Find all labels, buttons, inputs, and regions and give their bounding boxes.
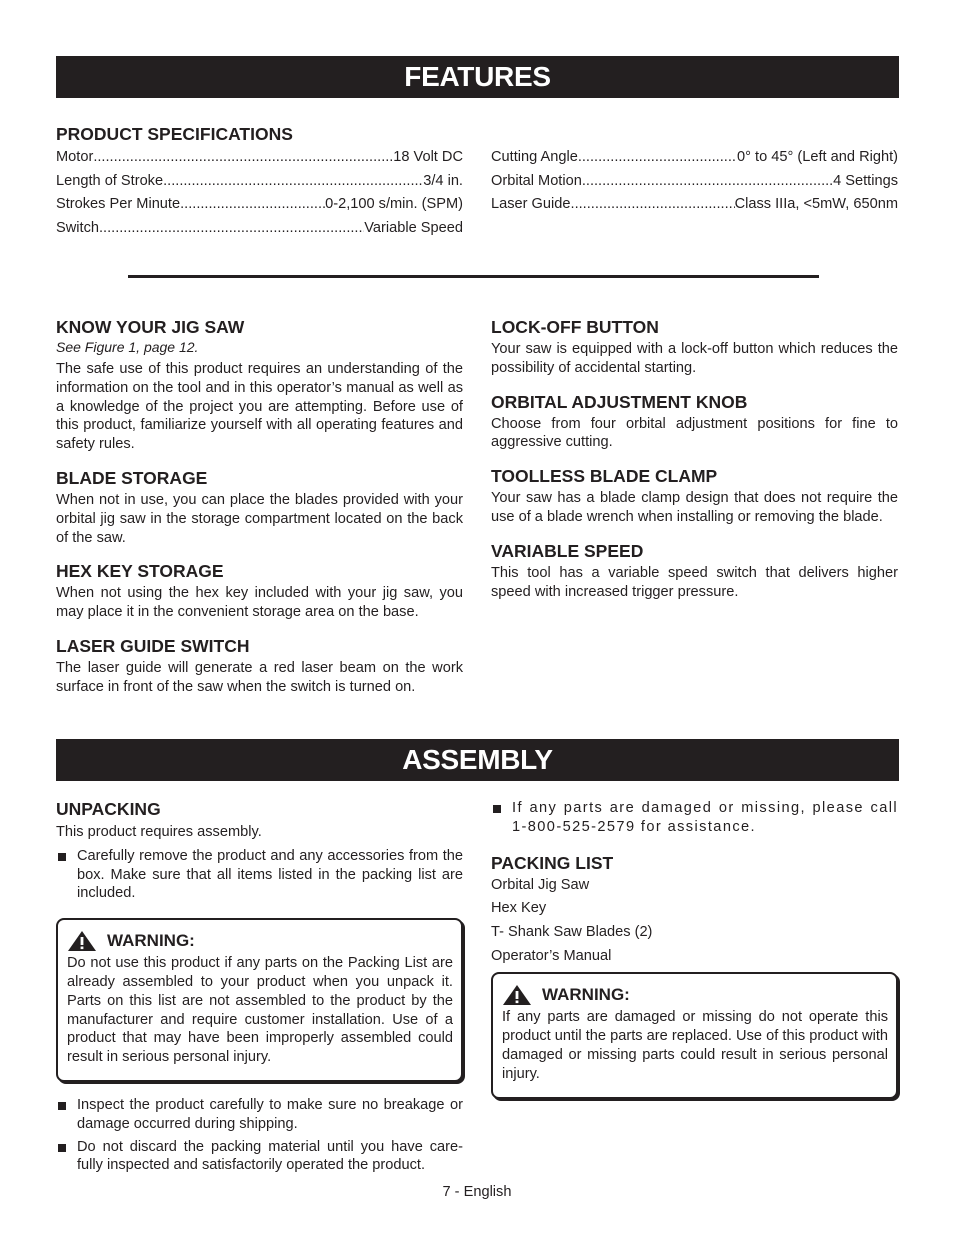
lock-off-heading: LOCK-OFF BUTTON [491,317,659,337]
warning-box [491,972,898,1098]
unpacking-list-right [491,799,898,837]
laser-switch-heading: LASER GUIDE SWITCH [56,635,250,656]
toolless-body: Your saw has a blade clamp design that does not require the use of a blade wrench when installing or removing the blade. [491,490,898,525]
list-item: Inspect the product carefully to make sure no breakage or damage occurred during shipping. [56,1096,463,1134]
warning-triangle-icon [67,930,97,952]
packing-item: Operator’s Manual [491,947,612,964]
product-specs-left [56,123,463,240]
spec-row: Switch ..... Variable Speed [56,217,463,241]
list-item: If any parts are damaged or missing, please call 1-800-525-2579 for assistance. [491,799,898,837]
blade-storage-heading: BLADE STORAGE [56,467,208,488]
packing-item: Hex Key [491,900,547,917]
product-specs-heading: PRODUCT SPECIFICATIONS [56,124,293,144]
warning-triangle-icon [502,984,532,1006]
laser-switch-body: The laser guide will generate a red laser beam on the work surface in front of the saw when the switch is turned on. [56,659,463,695]
unpacking-heading: UNPACKING [56,799,161,819]
variable-speed-heading: VARIABLE SPEED [491,540,644,561]
hex-key-heading: HEX KEY STORAGE [56,561,224,582]
spec-row: Cutting Angle ..... 0° to 45° (Left and Right) [491,146,898,170]
list-item: Carefully remove the product and any accessories from the box. Make sure that all items listed in the packing list are included. [56,847,463,903]
warning-text: If any parts are damaged or missing do not operate this product until the parts are replaced. Use of this product with damaged or missing parts could result in serious personal injury. [502,1009,888,1082]
packing-list-heading: PACKING LIST [491,852,614,873]
hex-key-body: When not using the hex key included with your jig saw, you may place it in the convenient storage area on the base. [56,585,463,621]
features-right-column [491,316,898,614]
unpacking-list-continued [56,1096,463,1175]
section-divider [128,275,819,278]
spec-row: Length of Stroke ..... 3/4 in. [56,170,463,194]
know-body: The safe use of this product requires an understanding of the information on the tool and in this operator’s manual as well as a knowledge of the project you are attempting. Before use of this product, familiarize yourself with all operating features and safety rules. [56,361,463,453]
figure-reference: See Figure 1, page 12. [56,339,199,355]
features-banner: FEATURES [56,56,899,98]
warning-label: WARNING: [107,931,195,951]
warning-text: Do not use this product if any parts on the Packing List are already assembled to your product when you unpack it. Parts on this list are not assembled to the product by the manufacturer and require customer installation. Use of a product that may have been improperly assembled could result in serious personal injury. [67,955,453,1066]
list-item: Do not discard the packing material until you have care-fully inspected and satisfactorily operated the product. [56,1138,463,1176]
orbital-knob-body: Choose from four orbital adjustment positions for fine to aggressive cutting. [491,415,898,451]
warning-box [56,918,463,1082]
unpacking-intro: This product requires assembly. [56,824,262,840]
spec-row: Orbital Motion ..... 4 Settings [491,170,898,194]
warning-label: WARNING: [542,985,630,1005]
spec-row: Laser Guide ..... Class IIIa, <5mW, 650nm [491,193,898,217]
lock-off-body: Your saw is equipped with a lock-off button which reduces the possibility of accidental starting. [491,341,898,376]
unpacking-column [56,798,463,1179]
product-specs-right [491,146,898,217]
page-footer: 7 - English [442,1184,512,1200]
variable-speed-body: This tool has a variable speed switch that delivers higher speed with increased trigger pressure. [491,564,898,600]
know-heading: KNOW YOUR JIG SAW [56,317,245,337]
packing-item: T- Shank Saw Blades (2) [491,924,653,940]
features-left-column [56,316,463,710]
blade-storage-body: When not in use, you can place the blades provided with your orbital jig saw in the storage compartment located on the back of the saw. [56,491,463,546]
packing-item: Orbital Jig Saw [491,876,590,893]
spec-row: Strokes Per Minute ..... 0-2,100 s/min. (SPM) [56,193,463,217]
assembly-banner: ASSEMBLY [56,739,899,781]
packing-column [491,799,898,1099]
spec-row: Motor ..... 18 Volt DC [56,146,463,170]
orbital-knob-heading: ORBITAL ADJUSTMENT KNOB [491,391,748,412]
unpacking-list [56,847,463,903]
toolless-heading: TOOLLESS BLADE CLAMP [491,466,718,487]
